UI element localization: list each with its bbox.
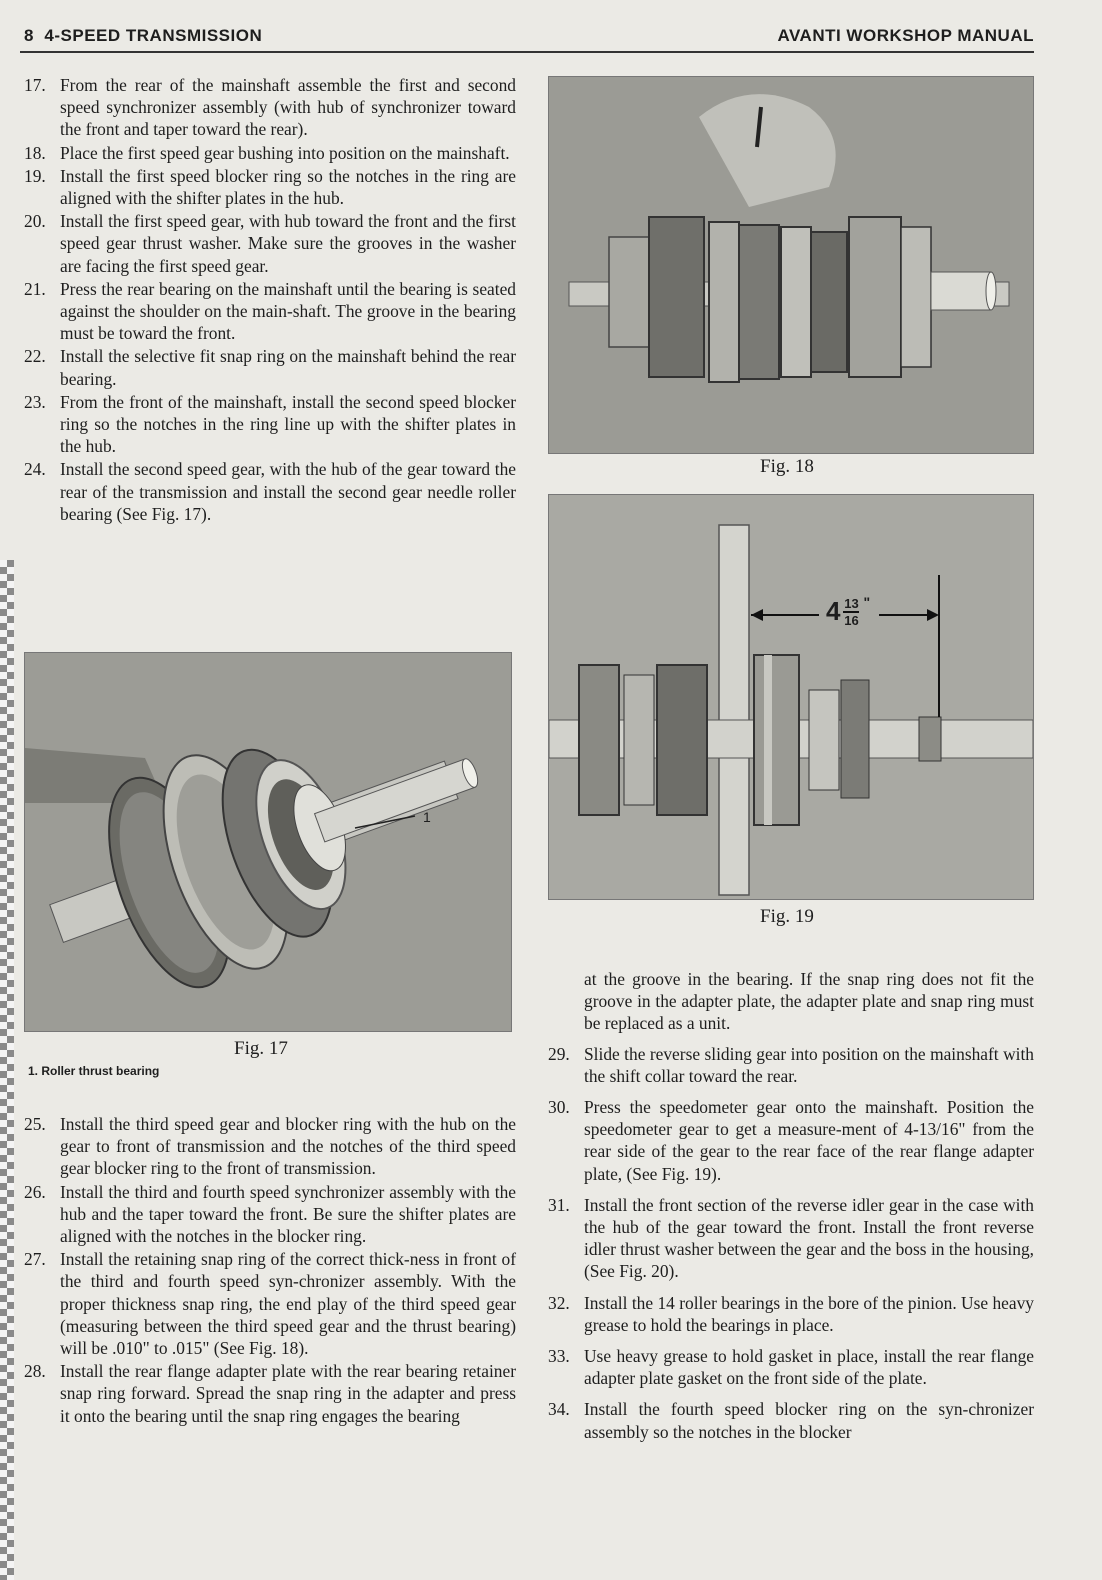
step-28-continuation: at the groove in the bearing. If the snap ring does not fit the groove in the adapter plate, the adapter plate and snap ring must be replaced as a unit.: [584, 969, 1034, 1034]
step-number: 19.: [24, 165, 46, 186]
manual-title: AVANTI WORKSHOP MANUAL: [777, 26, 1034, 45]
mainshaft-gear-illustration: [25, 653, 511, 1031]
step-34: [548, 1398, 1034, 1442]
step-27: [24, 1248, 516, 1359]
step-18: [24, 142, 516, 164]
step-number: 20.: [24, 211, 46, 232]
fig-17-photo: [24, 652, 512, 1032]
speedometer-gear-measurement-illustration: [549, 495, 1033, 899]
step-number: 25.: [24, 1114, 46, 1134]
step-text: Install the retaining snap ring of the correct thick-ness in front of the third and fourth speed syn-chronizer assembly. With the proper thickness snap ring, the end play of the third speed gear (measuring between the third speed gear and the thrust bearing) will be .010" to .015" (See Fig. 18).: [60, 1249, 516, 1359]
spacer: [548, 1337, 1034, 1345]
step-number: 24.: [24, 459, 46, 480]
step-number: 34.: [548, 1399, 570, 1420]
scan-edge-pattern: [0, 560, 14, 1580]
section-title: 4-SPEED TRANSMISSION: [44, 26, 263, 45]
step-number: 28.: [24, 1361, 46, 1382]
fig-19-photo: [548, 494, 1034, 900]
fig-18-photo: [548, 76, 1034, 454]
spacer: [548, 1186, 1034, 1194]
step-number: 30.: [548, 1097, 570, 1118]
step-number: 27.: [24, 1249, 46, 1270]
step-text: Place the first speed gear bushing into position on the mainshaft.: [60, 142, 510, 163]
step-text: Use heavy grease to hold gasket in place, install the rear flange adapter plate gasket on the front side of the plate.: [584, 1346, 1034, 1389]
step-number: 31.: [548, 1194, 570, 1215]
spacer: [548, 1088, 1034, 1096]
step-text: Install the fourth speed blocker ring on the syn-chronizer assembly so the notches in the blocker: [584, 1399, 1034, 1442]
step-text: Install the 14 roller bearings in the bore of the pinion. Use heavy grease to hold the bearings in place.: [584, 1292, 1034, 1335]
fig-18-caption: Fig. 18: [760, 456, 814, 477]
fraction-denominator: 16: [844, 612, 859, 628]
step-26: [24, 1181, 516, 1248]
header-rule: [20, 51, 1034, 53]
step-number: 23.: [24, 391, 46, 412]
fig-17-caption: Fig. 17: [234, 1038, 288, 1059]
step-28: [24, 1360, 516, 1427]
step-number: 17.: [24, 75, 46, 95]
step-number: 26.: [24, 1181, 46, 1202]
step-23: [24, 391, 516, 458]
left-column-top: [24, 74, 516, 526]
step-25: [24, 1113, 516, 1180]
fig-19-caption: Fig. 19: [760, 906, 814, 927]
fig-17-legend: 1. Roller thrust bearing: [28, 1064, 160, 1078]
step-31: [548, 1194, 1034, 1283]
step-text: From the front of the mainshaft, install the second speed blocker ring so the notches in the ring line up with the shifter plates in the hub.: [60, 391, 516, 457]
synchronizer-assembly-illustration: [549, 77, 1033, 453]
spacer: [548, 1284, 1034, 1292]
page-header: [24, 22, 1034, 50]
step-text: Install the third and fourth speed synchronizer assembly with the hub and the taper toward the front. Be sure the shifter plates are aligned with the notches in the blocker ring.: [60, 1181, 516, 1247]
page-number: 8: [24, 26, 34, 45]
step-17: [24, 74, 516, 141]
step-number: 21.: [24, 278, 46, 299]
measurement-label: [826, 596, 870, 627]
left-column-bottom: [24, 1113, 516, 1428]
step-number: 22.: [24, 346, 46, 367]
step-number: 18.: [24, 142, 46, 163]
step-text: Press the rear bearing on the mainshaft until the bearing is seated against the shoulder on the main-shaft. The groove in the bearing must be toward the front.: [60, 278, 516, 344]
step-33: [548, 1345, 1034, 1389]
step-number: 33.: [548, 1346, 570, 1367]
step-text: Install the second speed gear, with the hub of the gear toward the rear of the transmission and install the second gear needle roller bearing (See Fig. 17).: [60, 459, 516, 524]
spacer: [548, 1390, 1034, 1398]
step-text: Install the first speed blocker ring so the notches in the ring are aligned with the shifter plates in the hub.: [60, 165, 516, 209]
step-22: [24, 345, 516, 389]
step-text: Install the front section of the reverse idler gear in the case with the hub of the gear toward the front. Install the front reverse idler thrust washer between the gear and the boss in the housing, (See Fig. 20).: [584, 1194, 1034, 1282]
step-text: From the rear of the mainshaft assemble the first and second speed synchronizer assembly (with hub of synchronizer toward the front and taper toward the rear).: [60, 75, 516, 140]
step-21: [24, 278, 516, 345]
speedometer-gear: [919, 717, 941, 761]
step-24: [24, 458, 516, 525]
step-text: Install the selective fit snap ring on the mainshaft behind the rear bearing.: [60, 346, 516, 389]
step-text: Install the third speed gear and blocker ring with the hub on the gear to front of transmission and the notches of the third speed gear blocker ring to the front of transmission.: [60, 1114, 516, 1179]
fraction-numerator: 13: [844, 595, 859, 611]
step-32: [548, 1292, 1034, 1336]
right-column-bottom: [548, 968, 1034, 1444]
step-number: 32.: [548, 1292, 570, 1313]
step-number: 29.: [548, 1043, 570, 1064]
measurement-unit: ": [863, 594, 871, 610]
header-left: [24, 26, 262, 46]
step-text: Press the speedometer gear onto the mainshaft. Position the speedometer gear to get a measure-ment of 4-13/16" from the rear side of the gear to the rear face of the rear flange adapter plate, (See Fig. 19).: [584, 1097, 1034, 1184]
measurement-fraction: [843, 597, 859, 627]
step-text: Slide the reverse sliding gear into position on the mainshaft with the shift collar toward the rear.: [584, 1043, 1034, 1086]
step-19: [24, 165, 516, 209]
fig-17-callout: 1: [423, 809, 431, 825]
step-29: [548, 1043, 1034, 1087]
adapter-plate: [719, 525, 749, 895]
step-20: [24, 210, 516, 277]
measurement-whole: 4: [826, 596, 841, 626]
step-text: Install the first speed gear, with hub toward the front and the first speed gear thrust washer. Make sure the grooves in the washer are facing the first speed gear.: [60, 211, 516, 276]
step-text: Install the rear flange adapter plate with the rear bearing retainer snap ring forward. Spread the snap ring in the adapter and press it onto the bearing until the snap ring engages the bearing: [60, 1361, 516, 1426]
step-30: [548, 1096, 1034, 1185]
